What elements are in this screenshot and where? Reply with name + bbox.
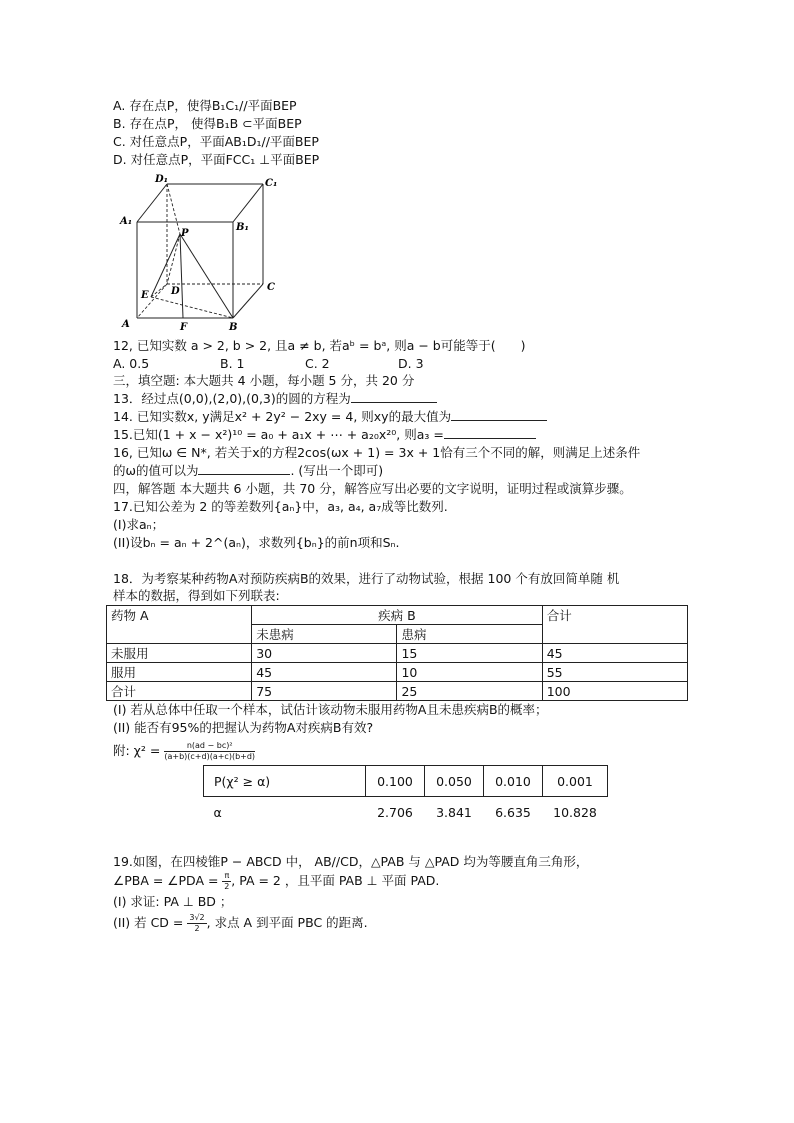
- q11-option-d: D. 对任意点P，平面FCC₁ ⊥平面BEP: [113, 152, 320, 167]
- table-row: [204, 766, 608, 797]
- q12-option-b: B. 1: [220, 356, 245, 371]
- q14-text: 14. 已知实数x, y满足x² + 2y² − 2xy = 4, 则xy的最大值为: [113, 409, 452, 424]
- q16-text-post: . (写出一个即可): [290, 463, 384, 478]
- table-cell: α: [213, 804, 222, 820]
- q12-options: [113, 356, 424, 372]
- q13-blank: [351, 391, 437, 403]
- fraction-numerator: 3√2: [189, 913, 205, 922]
- label-p: P: [181, 228, 189, 239]
- header-no-disease: 未患病: [252, 625, 397, 644]
- q11-option-a: A. 存在点P，使得B₁C₁//平面BEP: [113, 98, 297, 113]
- header-disease: 疾病 B: [252, 606, 542, 625]
- label-b1: B₁: [236, 222, 249, 233]
- critical-value-table: [203, 765, 608, 827]
- table-cell: 30: [252, 644, 397, 663]
- q12-option-c: C. 2: [305, 356, 330, 371]
- label-a: A: [122, 319, 130, 330]
- q14-blank: [451, 409, 547, 421]
- section-3-heading: 三，填空题: 本大题共 4 小题，每小题 5 分，共 20 分: [113, 373, 415, 388]
- table-cell: P(χ² ≥ α): [204, 766, 366, 797]
- q17-stem: 17.已知公差为 2 的等差数列{aₙ}中，a₃, a₄, a₇成等比数列.: [113, 499, 448, 514]
- label-e: E: [141, 290, 149, 301]
- q13: [113, 391, 437, 407]
- q16-text-pre: 的ω的值可以为: [113, 463, 199, 478]
- q17-part1: (I)求aₙ；: [113, 517, 165, 532]
- q11-option-c: C. 对任意点P，平面AB₁D₁//平面BEP: [113, 134, 319, 149]
- table-row: [107, 644, 688, 663]
- table-cell: 服用: [107, 663, 252, 682]
- table-cell: 75: [252, 682, 397, 701]
- q14: [113, 409, 547, 425]
- q12-stem: 12, 已知实数 a > 2, b > 2, 且a ≠ b, 若aᵇ = bᵃ, 则a − b可能等于( ): [113, 338, 526, 353]
- table-cell: 3.841: [436, 804, 472, 820]
- table-cell: 0.050: [425, 766, 484, 797]
- q15-text: 15.已知(1 + x − x²)¹⁰ = a₀ + a₁x + ⋯ + a₂₀x²⁰, 则a₃ =: [113, 427, 444, 442]
- q19-part2-post: , 求点 A 到平面 PBC 的距离.: [206, 915, 368, 930]
- table-cell: 2.706: [377, 804, 413, 820]
- q16-line2: [113, 463, 383, 479]
- q12-option-d: D. 3: [398, 356, 424, 371]
- q19-line2: [113, 868, 439, 894]
- label-c: C: [267, 282, 275, 293]
- q19-line2-pre: ∠PBA = ∠PDA =: [113, 873, 219, 888]
- q15-blank: [444, 427, 536, 439]
- table-cell: 合计: [107, 682, 252, 701]
- chi-square-fraction: [164, 741, 255, 762]
- label-b: B: [229, 322, 238, 333]
- formula-denominator: (a+b)(c+d)(a+c)(b+d): [164, 752, 256, 761]
- table-cell: 10: [397, 663, 542, 682]
- cd-fraction: [187, 913, 206, 934]
- table-cell: 55: [542, 663, 687, 682]
- fraction-denominator: 2: [194, 924, 200, 933]
- table-row: [204, 797, 608, 828]
- table-cell: 45: [252, 663, 397, 682]
- label-c1: C₁: [265, 178, 278, 189]
- table-header-row: [107, 606, 688, 625]
- table-cell: 25: [397, 682, 542, 701]
- q19-part2: [113, 910, 368, 936]
- fraction-denominator: 2: [224, 882, 230, 891]
- table-cell: 0.001: [543, 766, 608, 797]
- q18-stem-line1: 18．为考察某种药物A对预防疾病B的效果，进行了动物试验，根据 100 个有放回简单随 机: [113, 571, 620, 586]
- table-cell: 10.828: [553, 804, 597, 820]
- label-d1: D₁: [155, 174, 169, 185]
- header-total: 合计: [542, 606, 687, 644]
- q17-part2: (II)设bₙ = aₙ + 2^(aₙ)，求数列{bₙ}的前n项和Sₙ.: [113, 535, 400, 550]
- table-cell: 0.010: [484, 766, 543, 797]
- contingency-table: [106, 605, 688, 701]
- formula-numerator: n(ad − bc)²: [164, 741, 255, 752]
- table-cell: 15: [397, 644, 542, 663]
- appendix-label: 附: χ² =: [113, 743, 161, 758]
- q15: [113, 427, 536, 443]
- header-disease-yes: 患病: [397, 625, 542, 644]
- table-row: [107, 682, 688, 701]
- header-drug: 药物 A: [107, 606, 252, 644]
- q16-blank: [198, 463, 290, 475]
- q11-option-b: B. 存在点P， 使得B₁B ⊂平面BEP: [113, 116, 302, 131]
- table-cell: 45: [542, 644, 687, 663]
- table-cell: 6.635: [495, 804, 531, 820]
- q19-part1: (I) 求证: PA ⊥ BD ；: [113, 894, 233, 909]
- table-cell: 100: [542, 682, 687, 701]
- section-4-heading: 四，解答题 本大题共 6 小题，共 70 分，解答应写出必要的文字说明，证明过程或演算步骤。: [113, 481, 632, 496]
- fraction-numerator: π: [224, 871, 230, 880]
- angle-fraction: [222, 871, 231, 892]
- q18-part1: (I) 若从总体中任取一个样本，试估计该动物未服用药物A且未患疾病B的概率；: [113, 702, 548, 717]
- label-f: F: [180, 322, 188, 333]
- q19-line2-post: , PA = 2 ，且平面 PAB ⊥ 平面 PAD.: [231, 873, 440, 888]
- q18-formula: [113, 738, 255, 764]
- cube-figure: [115, 172, 285, 334]
- q19-line1: 19.如图，在四棱锥P − ABCD 中， AB//CD，△PAB 与 △PAD 均为等腰直角三角形，: [113, 854, 589, 869]
- label-a1: A₁: [120, 216, 133, 227]
- table-cell: 0.100: [366, 766, 425, 797]
- q19-part2-pre: (II) 若 CD =: [113, 915, 184, 930]
- q13-text: 13．经过点(0,0),(2,0),(0,3)的圆的方程为: [113, 391, 351, 406]
- label-d: D: [171, 286, 180, 297]
- q18-part2: (II) 能否有95%的把握认为药物A对疾病B有效?: [113, 720, 374, 735]
- q12-option-a: A. 0.5: [113, 356, 150, 371]
- table-row: [107, 663, 688, 682]
- q18-stem-line2: 样本的数据，得到如下列联表:: [113, 588, 280, 603]
- q16-line1: 16, 已知ω ∈ N*, 若关于x的方程2cos(ωx + 1) = 3x + 1恰有三个不同的解，则满足上述条件: [113, 445, 641, 460]
- table-cell: 未服用: [107, 644, 252, 663]
